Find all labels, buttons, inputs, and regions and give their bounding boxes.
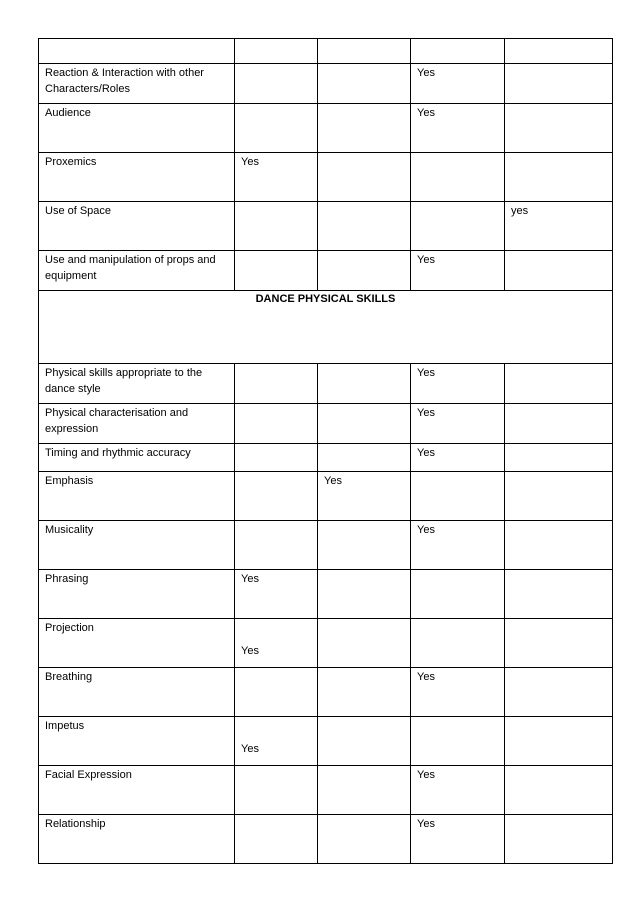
criterion-label: Projection	[45, 622, 94, 634]
criterion-cell	[39, 619, 235, 668]
rating-cell	[411, 153, 505, 202]
table-row	[39, 153, 613, 202]
rating-cell	[235, 364, 318, 404]
rating-cell	[505, 404, 613, 444]
table-row	[39, 717, 613, 766]
rating-value	[324, 64, 404, 65]
rating-value	[511, 570, 606, 571]
assessment-table	[38, 38, 613, 864]
rating-value	[417, 570, 498, 571]
rating-cell	[318, 444, 411, 472]
rating-cell	[411, 64, 505, 104]
section-row	[39, 291, 613, 364]
rating-value	[241, 668, 311, 669]
rating-cell	[505, 472, 613, 521]
criterion-cell	[39, 202, 235, 251]
table-row	[39, 815, 613, 864]
rating-cell	[505, 815, 613, 864]
rating-cell	[318, 668, 411, 717]
rating-value	[241, 521, 311, 522]
rating-value	[511, 153, 606, 154]
rating-cell	[318, 104, 411, 153]
criterion-cell	[39, 668, 235, 717]
rating-value	[324, 104, 404, 105]
rating-cell	[411, 364, 505, 404]
rating-value	[511, 444, 606, 445]
rating-cell	[411, 815, 505, 864]
rating-value: Yes	[417, 67, 435, 79]
rating-value	[324, 39, 404, 40]
rating-cell	[505, 766, 613, 815]
criterion-label: Musicality	[45, 524, 94, 536]
rating-value	[241, 64, 311, 65]
table-row	[39, 766, 613, 815]
table-row	[39, 444, 613, 472]
criterion-cell	[39, 570, 235, 619]
rating-cell	[235, 815, 318, 864]
criterion-cell	[39, 64, 235, 104]
rating-value	[511, 364, 606, 365]
rating-value	[241, 251, 311, 252]
rating-cell	[235, 251, 318, 291]
rating-cell	[411, 202, 505, 251]
rating-value	[417, 472, 498, 473]
rating-value: Yes	[417, 407, 435, 419]
criterion-label: Proxemics	[45, 156, 97, 168]
rating-value	[324, 444, 404, 445]
rating-cell	[235, 570, 318, 619]
rating-cell	[235, 64, 318, 104]
rating-value	[324, 766, 404, 767]
rating-value	[324, 668, 404, 669]
rating-cell	[318, 364, 411, 404]
rating-cell	[235, 668, 318, 717]
rating-value: Yes	[417, 447, 435, 459]
rating-cell	[411, 668, 505, 717]
criterion-label: Impetus	[45, 720, 85, 732]
criterion-cell	[39, 472, 235, 521]
rating-cell	[318, 815, 411, 864]
rating-value: Yes	[324, 475, 342, 487]
criterion-label: Facial Expression	[45, 769, 132, 781]
rating-cell	[235, 472, 318, 521]
rating-cell	[235, 104, 318, 153]
table-row	[39, 251, 613, 291]
criterion-label: Physical characterisation and expression	[45, 407, 189, 435]
rating-value	[241, 104, 311, 105]
rating-value: Yes	[417, 818, 435, 830]
rating-cell	[235, 39, 318, 64]
rating-cell	[411, 472, 505, 521]
rating-value	[324, 364, 404, 365]
criterion-cell	[39, 364, 235, 404]
rating-cell	[318, 619, 411, 668]
rating-value	[511, 521, 606, 522]
criterion-label: Breathing	[45, 671, 93, 683]
rating-value	[511, 64, 606, 65]
rating-value	[417, 717, 498, 718]
criterion-label: Use of Space	[45, 205, 112, 217]
table-row	[39, 521, 613, 570]
rating-value	[324, 717, 404, 718]
rating-cell	[235, 766, 318, 815]
rating-value	[511, 404, 606, 405]
rating-cell	[505, 521, 613, 570]
rating-value	[324, 815, 404, 816]
rating-cell	[505, 251, 613, 291]
rating-value	[241, 815, 311, 816]
rating-value	[324, 251, 404, 252]
rating-cell	[318, 39, 411, 64]
rating-cell	[318, 404, 411, 444]
table-row	[39, 404, 613, 444]
rating-cell	[411, 570, 505, 619]
rating-value	[241, 766, 311, 767]
rating-value: Yes	[241, 573, 259, 585]
rating-value: Yes	[417, 107, 435, 119]
criterion-cell	[39, 104, 235, 153]
rating-value: Yes	[417, 254, 435, 266]
table-row	[39, 570, 613, 619]
rating-cell	[318, 766, 411, 815]
rating-value	[511, 39, 606, 40]
rating-cell	[235, 717, 318, 766]
table-row	[39, 668, 613, 717]
rating-cell	[235, 444, 318, 472]
rating-cell	[235, 619, 318, 668]
rating-value	[324, 619, 404, 620]
rating-cell	[411, 766, 505, 815]
rating-value	[511, 717, 606, 718]
table-row	[39, 619, 613, 668]
rating-value: Yes	[417, 769, 435, 781]
table-row	[39, 472, 613, 521]
rating-value	[241, 472, 311, 473]
table-row	[39, 39, 613, 64]
rating-cell	[505, 717, 613, 766]
rating-value	[417, 153, 498, 154]
criterion-label: Phrasing	[45, 573, 89, 585]
rating-value	[324, 521, 404, 522]
criterion-label: Emphasis	[45, 475, 94, 487]
criterion-cell	[39, 717, 235, 766]
rating-value	[417, 202, 498, 203]
rating-cell	[235, 202, 318, 251]
criterion-label: Reaction & Interaction with other Characters/Roles	[45, 67, 204, 95]
rating-value: Yes	[241, 645, 259, 657]
criterion-cell	[39, 444, 235, 472]
criterion-cell	[39, 404, 235, 444]
rating-value	[241, 364, 311, 365]
rating-cell	[505, 619, 613, 668]
rating-cell	[411, 39, 505, 64]
rating-cell	[505, 570, 613, 619]
rating-cell	[411, 619, 505, 668]
rating-value	[511, 668, 606, 669]
rating-value: Yes	[417, 524, 435, 536]
rating-cell	[411, 251, 505, 291]
rating-cell	[318, 521, 411, 570]
rating-cell	[505, 153, 613, 202]
rating-cell	[411, 104, 505, 153]
criterion-cell	[39, 766, 235, 815]
criterion-cell	[39, 815, 235, 864]
criterion-label: Timing and rhythmic accuracy	[45, 447, 191, 459]
rating-value	[511, 619, 606, 620]
criterion-label: Use and manipulation of props and equipment	[45, 254, 216, 282]
rating-value	[324, 404, 404, 405]
rating-cell	[318, 570, 411, 619]
criterion-cell	[39, 521, 235, 570]
rating-value: Yes	[241, 156, 259, 168]
rating-cell	[318, 64, 411, 104]
rating-value	[511, 766, 606, 767]
rating-cell	[411, 444, 505, 472]
rating-value: yes	[511, 205, 529, 217]
rating-cell	[505, 364, 613, 404]
rating-cell	[318, 202, 411, 251]
rating-value	[511, 104, 606, 105]
criterion-label: Physical skills appropriate to the dance style	[45, 367, 203, 395]
criterion-cell	[39, 39, 235, 64]
rating-value	[241, 39, 311, 40]
rating-cell	[235, 404, 318, 444]
rating-value: Yes	[417, 367, 435, 379]
rating-cell	[505, 64, 613, 104]
table-row	[39, 202, 613, 251]
rating-value	[417, 619, 498, 620]
rating-cell	[505, 444, 613, 472]
criterion-cell	[39, 153, 235, 202]
criterion-label: Audience	[45, 107, 91, 119]
rating-cell	[411, 521, 505, 570]
rating-cell	[318, 153, 411, 202]
rating-value: Yes	[417, 671, 435, 683]
rating-cell	[318, 472, 411, 521]
rating-value	[511, 815, 606, 816]
criterion-label: Relationship	[45, 818, 106, 830]
table-row	[39, 364, 613, 404]
section-heading: DANCE PHYSICAL SKILLS	[39, 291, 613, 364]
rating-cell	[505, 668, 613, 717]
rating-cell	[505, 104, 613, 153]
rating-cell	[318, 717, 411, 766]
rating-value	[324, 153, 404, 154]
rating-value	[324, 570, 404, 571]
rating-value	[324, 202, 404, 203]
rating-cell	[411, 404, 505, 444]
criterion-cell	[39, 251, 235, 291]
rating-cell	[411, 717, 505, 766]
criterion-label	[45, 39, 228, 40]
rating-value	[241, 444, 311, 445]
rating-value	[241, 202, 311, 203]
rating-cell	[505, 39, 613, 64]
rating-value	[241, 404, 311, 405]
rating-cell	[235, 153, 318, 202]
table-row	[39, 64, 613, 104]
rating-value	[417, 39, 498, 40]
rating-value	[511, 251, 606, 252]
rating-cell	[505, 202, 613, 251]
rating-value: Yes	[241, 743, 259, 755]
table-row	[39, 104, 613, 153]
rating-cell	[318, 251, 411, 291]
rating-cell	[235, 521, 318, 570]
rating-value	[511, 472, 606, 473]
